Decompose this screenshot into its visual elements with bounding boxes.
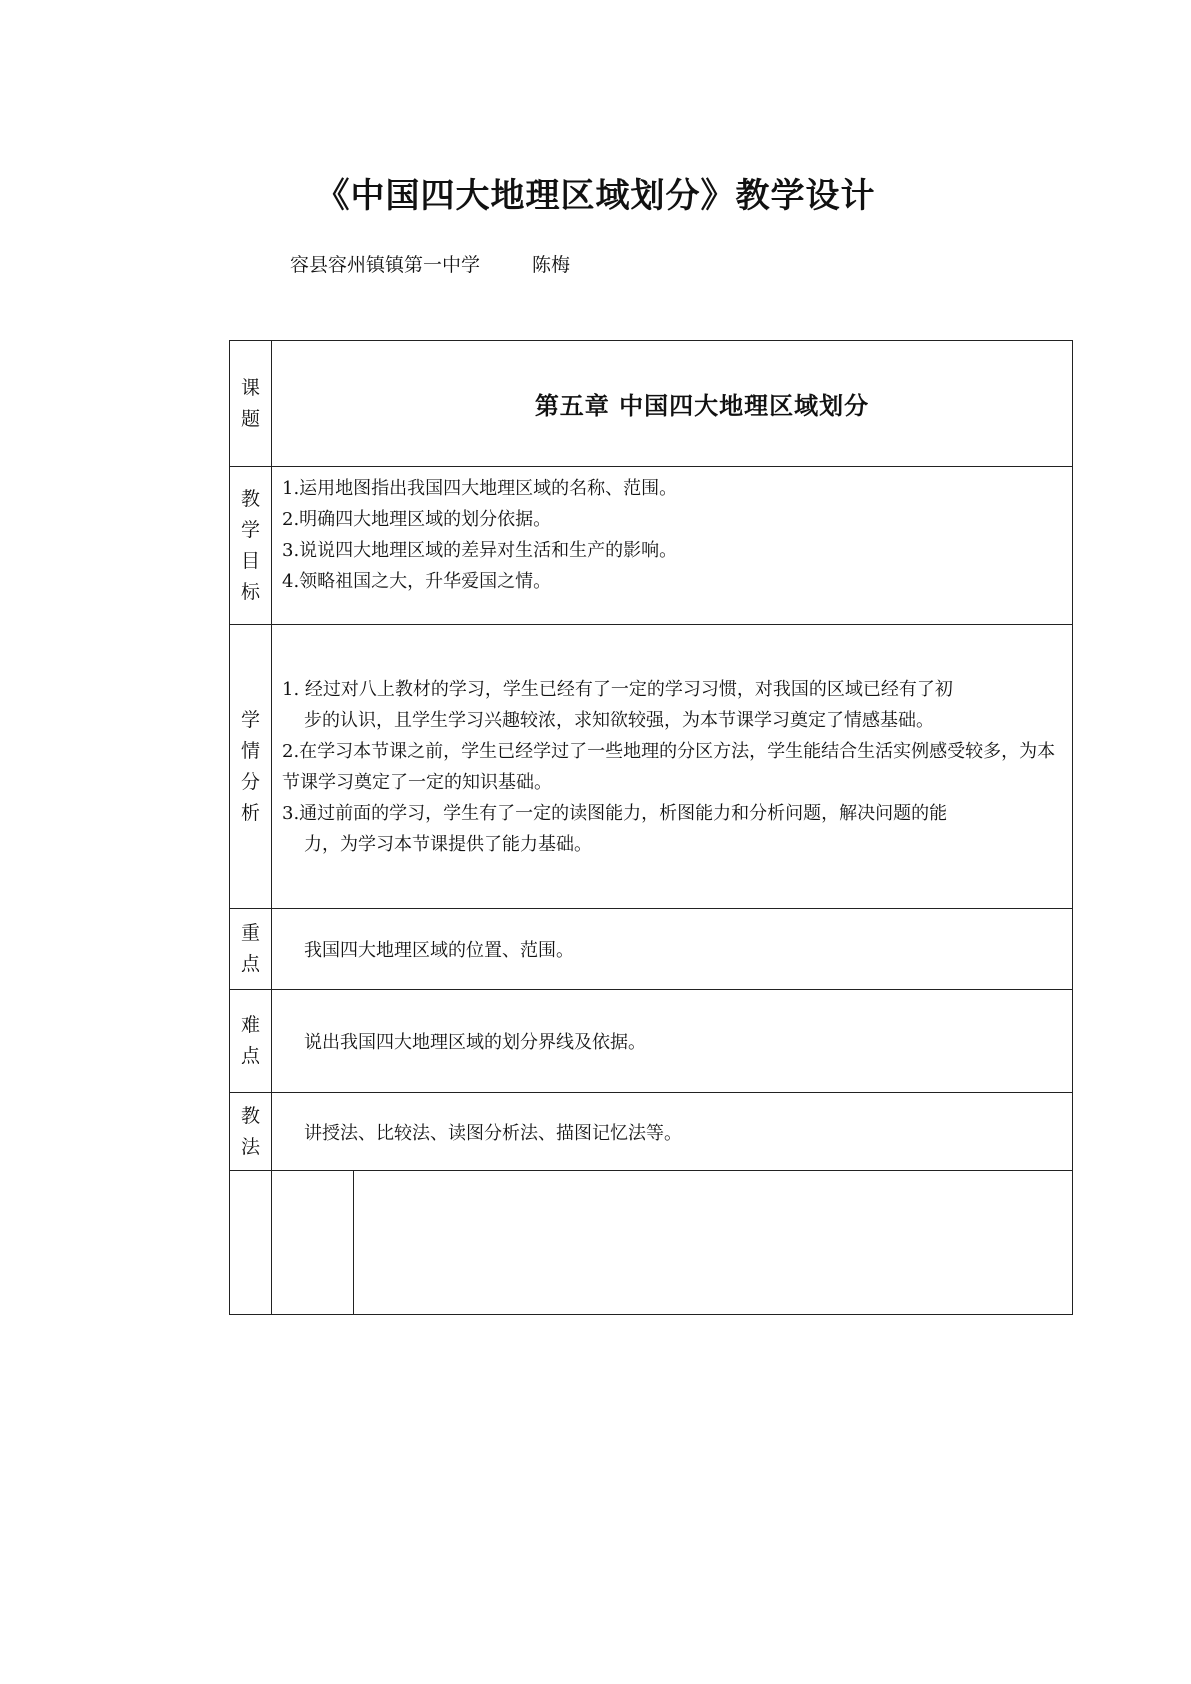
label-key-points: 重 点 (230, 909, 272, 990)
methods-value: 讲授法、比较法、读图分析法、描图记忆法等。 (272, 1093, 1073, 1171)
row-topic (230, 341, 1073, 467)
document-title: 《中国四大地理区域划分》教学设计 (315, 176, 876, 216)
label-goals: 教 学 目 标 (230, 467, 272, 625)
row-difficulties (230, 990, 1073, 1093)
row-methods (230, 1093, 1073, 1171)
analysis-line: 3.通过前面的学习，学生有了一定的读图能力，析图能力和分析问题，解决问题的能 (282, 802, 948, 824)
goal-item: 3.说说四大地理区域的差异对生活和生产的影响。 (282, 540, 678, 561)
row-goals (230, 467, 1073, 625)
difficulties-value: 说出我国四大地理区域的划分界线及依据。 (272, 990, 1073, 1093)
goal-item: 4.领略祖国之大，升华爱国之情。 (282, 571, 552, 592)
row-process-empty (230, 1171, 1073, 1315)
row-analysis (230, 625, 1073, 909)
topic-value: 第五章 中国四大地理区域划分 (272, 341, 1073, 467)
lesson-plan-table (229, 340, 1073, 1315)
analysis-line: 1. 经过对八上教材的学习，学生已经有了一定的学习习惯，对我国的区域已经有了初 (282, 678, 953, 700)
byline (290, 250, 570, 277)
goal-item: 1.运用地图指出我国四大地理区域的名称、范围。 (282, 478, 678, 499)
key-points-value: 我国四大地理区域的位置、范围。 (272, 909, 1073, 990)
analysis-line: 步的认识，且学生学习兴趣较浓，求知欲较强，为本节课学习奠定了情感基础。 (304, 709, 934, 731)
author-name: 陈梅 (532, 254, 571, 276)
analysis-line: 2.在学习本节课之前，学生已经学过了一些地理的分区方法，学生能结合生活实例感受较多，为本节课学习奠定了一定的知识基础。 (282, 740, 1056, 793)
school-name: 容县容州镇镇第一中学 (290, 254, 481, 276)
empty-cell (354, 1171, 1073, 1315)
label-analysis: 学 情 分 析 (230, 625, 272, 909)
empty-cell (230, 1171, 272, 1315)
row-key-points (230, 909, 1073, 990)
analysis-content (272, 625, 1073, 909)
label-difficulties: 难 点 (230, 990, 272, 1093)
goal-item: 2.明确四大地理区域的划分依据。 (282, 509, 552, 530)
goals-content (272, 467, 1073, 625)
empty-cell (272, 1171, 354, 1315)
label-methods: 教 法 (230, 1093, 272, 1171)
label-topic: 课 题 (230, 341, 272, 467)
analysis-line: 力，为学习本节课提供了能力基础。 (304, 833, 592, 855)
